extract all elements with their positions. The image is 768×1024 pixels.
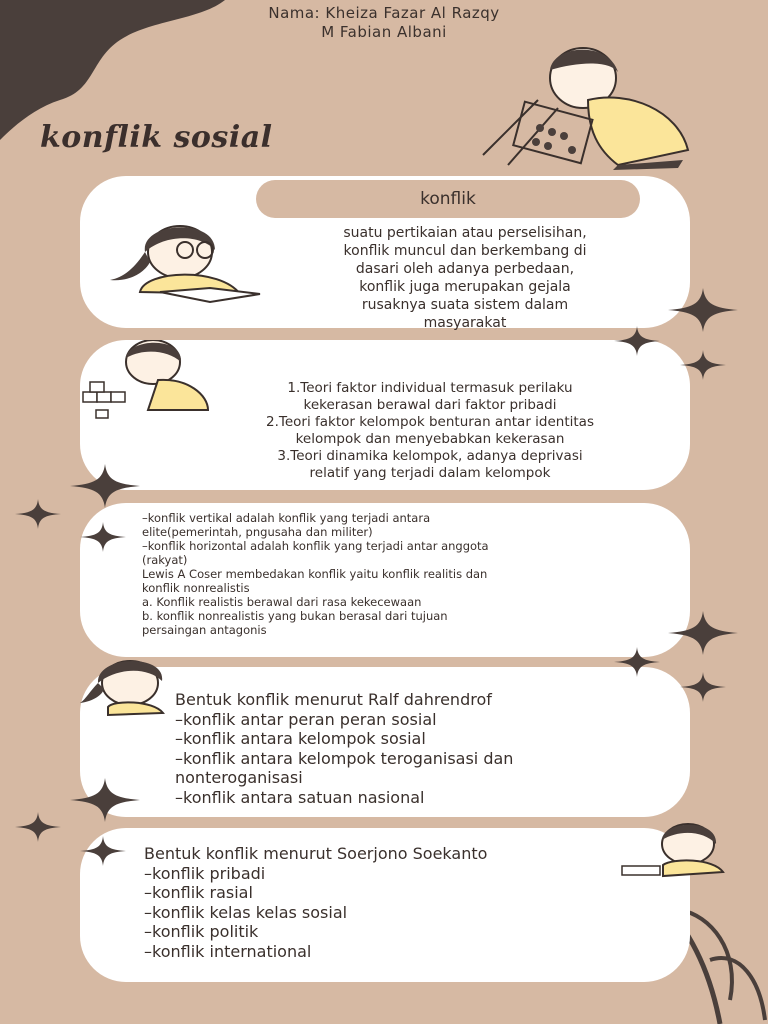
definition-heading: konflik	[256, 180, 640, 218]
sparkle-icon	[80, 522, 126, 552]
definition-text: suatu pertikaian atau perselisihan, konflik muncul dan berkembang di dasari oleh adanya perbedaan, konflik juga merupakan gejala rusaknya suata sistem dalam masyarakat	[343, 225, 587, 331]
sparkle-icon	[70, 464, 140, 508]
student-name-1: Nama: Kheiza Fazar Al Razqy	[268, 4, 500, 22]
soekanto-text: Bentuk konflik menurut Soerjono Soekanto –konflik pribadi –konflik rasial –konflik kelas kelas sosial –konflik politik –konflik international	[144, 844, 488, 961]
sparkle-icon	[680, 350, 726, 380]
boy-abacus-illustration	[478, 40, 693, 170]
girl-reading-illustration	[105, 222, 265, 304]
girl-smiling-illustration	[78, 655, 178, 720]
sparkle-icon	[668, 288, 738, 332]
theories-text: 1.Teori faktor individual termasuk perilaku kekerasan berawal dari faktor pribadi 2.Teori faktor kelompok benturan antar identitas kelompok dan menyebabkan kekerasan 3.Teori dinamika kelompok, adanya deprivasi relatif yang terjadi dalam kelompok	[266, 380, 594, 481]
sparkle-icon	[614, 326, 660, 356]
types-text: –konflik vertikal adalah konflik yang terjadi antara elite(pemerintah, pngusaha dan militer) –konflik horizontal adalah konflik yang terjadi antar anggota (rakyat) Lewis A Coser membedakan konflik yaitu konflik realitis dan konflik nonrealistis a. Konflik realistis berawal dari rasa kekecewaan b. konflik nonrealistis yang bukan berasal dari tujuan persaingan antagonis	[142, 511, 489, 637]
sparkle-icon	[680, 672, 726, 702]
sparkle-icon	[614, 647, 660, 677]
sparkle-icon	[668, 611, 738, 655]
sparkle-icon	[70, 778, 140, 822]
page-title: konflik sosial	[40, 120, 273, 155]
sparkle-icon	[80, 836, 126, 866]
student-name-2: M Fabian Albani	[321, 23, 447, 41]
sparkle-icon	[15, 499, 61, 529]
sparkle-icon	[15, 812, 61, 842]
dahrendorf-text: Bentuk konflik menurut Ralf dahrendrof –konflik antar peran peran sosial –konflik antara kelompok sosial –konflik antara kelompok teroganisasi dan nonteroganisasi –konflik antara satuan nasional	[175, 690, 514, 807]
